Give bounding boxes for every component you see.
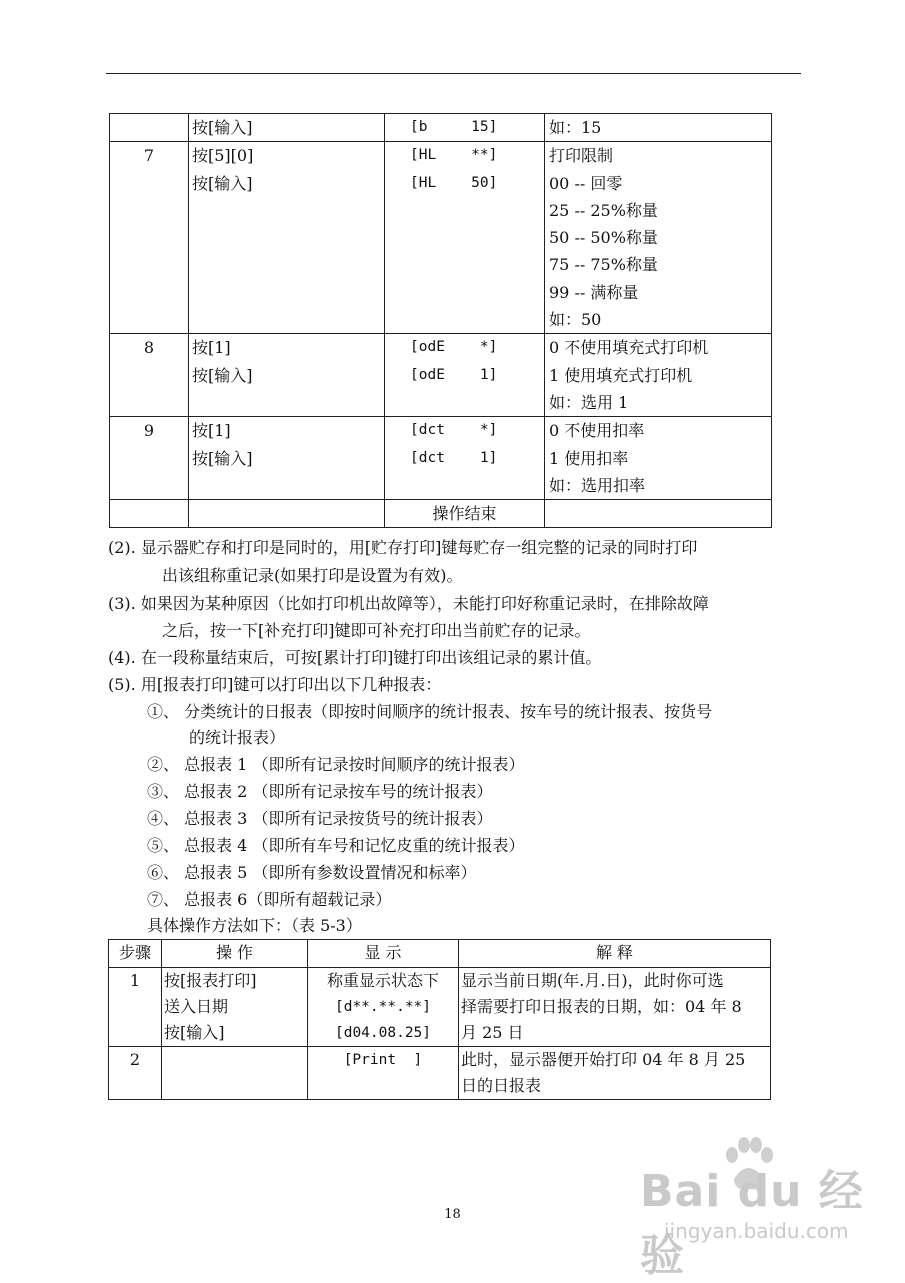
display-text: [HL 50] [410, 174, 498, 191]
list-item: ②、 总报表 1 （即所有记录按时间顺序的统计报表） [147, 755, 525, 774]
table-row [109, 968, 771, 1047]
table-row [110, 417, 772, 500]
display-text: [HL **] [410, 147, 498, 164]
note-text: 如：选用扣率 [549, 475, 646, 495]
step-cell: 8 [143, 338, 155, 358]
step-cell [110, 500, 188, 527]
note-text: 如：50 [549, 310, 602, 330]
list-item: ①、 分类统计的日报表（即按时间顺序的统计报表、按车号的统计报表、按货号 [147, 702, 713, 721]
note-text: 如：选用 1 [549, 392, 629, 412]
operation-text: 按[输入] [192, 118, 253, 137]
note-text: 50 -- 50%称量 [549, 228, 658, 248]
note-text: 打印限制 [549, 146, 614, 166]
display-text: [odE 1] [410, 366, 498, 383]
watermark-url: jingyan.baidu.com [664, 1219, 849, 1243]
note-text: 择需要打印日报表的日期，如：04 年 8 [461, 997, 742, 1016]
header-operation: 操 作 [162, 940, 308, 968]
list-item: ④、 总报表 3 （即所有记录按货号的统计报表） [147, 809, 493, 828]
note-text [549, 500, 771, 527]
display-text: 称重显示状态下 [326, 971, 439, 990]
note-text: 00 -- 回零 [549, 173, 623, 193]
paragraph-5: (5). 用[报表打印]键可以打印出以下几种报表： [108, 675, 442, 694]
note-text: 如：15 [549, 118, 602, 137]
note-text: 显示当前日期(年.月.日)，此时你可选 [461, 971, 724, 990]
step-cell: 9 [143, 421, 155, 441]
note-text: 25 -- 25%称量 [549, 200, 658, 220]
display-text: [Print ] [343, 1052, 423, 1068]
operation-text: 按[5][0] [192, 146, 254, 166]
table-intro: 具体操作方法如下：（表 5-3） [147, 916, 362, 935]
list-item: ③、 总报表 2 （即所有记录按车号的统计报表） [147, 782, 493, 801]
page-number: 18 [444, 1207, 461, 1222]
operation-text [192, 500, 384, 527]
header-explanation: 解 释 [459, 940, 771, 968]
display-text: [d**.**.**] [334, 999, 432, 1015]
list-item: ⑤、 总报表 4 （即所有车号和记忆皮重的统计报表） [147, 836, 525, 855]
watermark [640, 1135, 880, 1281]
step-cell: 1 [129, 971, 141, 990]
operation-text: 按[1] [192, 338, 231, 358]
note-text: 此时，显示器便开始打印 04 年 8 月 25 [461, 1050, 746, 1069]
display-text: [dct *] [410, 422, 498, 439]
paragraph-2-line2: 出该组称重记录(如果打印是设置为有效)。 [162, 566, 463, 585]
operation-text: 送入日期 [164, 997, 229, 1016]
list-item: ⑦、 总报表 6（即所有超载记录） [147, 890, 392, 909]
list-item-continued: 的统计报表） [189, 728, 286, 747]
paragraph-4: (4). 在一段称量结束后，可按[累计打印]键打印出该组记录的累计值。 [108, 648, 602, 667]
display-text: [dct 1] [410, 449, 498, 466]
settings-table [109, 113, 772, 528]
table-row [110, 500, 772, 528]
paragraph-3-line2: 之后，按一下[补充打印]键即可补充打印出当前贮存的记录。 [162, 621, 591, 640]
paragraph-2-line1: (2). 显示器贮存和打印是同时的，用[贮存打印]键每贮存一组完整的记录的同时打印 [108, 538, 698, 557]
operation-text: 按[输入] [192, 448, 253, 468]
header-display: 显 示 [308, 940, 459, 968]
table-row [110, 142, 772, 334]
end-of-operation: 操作结束 [432, 504, 497, 524]
operation-text: 按[输入] [192, 173, 253, 193]
display-text: [d04.08.25] [334, 1025, 432, 1041]
table-row [109, 1047, 771, 1100]
header-rule [106, 73, 801, 74]
operation-text: 按[报表打印] [164, 971, 257, 990]
step-cell: 2 [129, 1050, 141, 1069]
note-text: 0 不使用扣率 [549, 421, 645, 441]
note-text: 1 使用填充式打印机 [549, 365, 693, 385]
note-text: 0 不使用填充式打印机 [549, 338, 709, 358]
display-text: [b 15] [410, 119, 498, 135]
display-text: [odE *] [410, 339, 498, 356]
note-text: 月 25 日 [461, 1023, 524, 1042]
note-text: 1 使用扣率 [549, 448, 629, 468]
note-text: 75 -- 75%称量 [549, 255, 658, 275]
step-cell [110, 114, 188, 141]
operation-text: 按[输入] [192, 365, 253, 385]
report-print-table [108, 939, 771, 1100]
paragraph-3-line1: (3). 如果因为某种原因（比如打印机出故障等），未能打印好称重记录时，在排除故障 [108, 594, 709, 613]
table-row [110, 334, 772, 417]
watermark-brand: Bai du 经验 [640, 1166, 864, 1281]
table-header-row [109, 940, 771, 968]
note-text: 日的日报表 [461, 1076, 542, 1095]
table-row [110, 114, 772, 142]
operation-text: 按[1] [192, 421, 231, 441]
note-text: 99 -- 满称量 [549, 282, 639, 302]
header-step: 步骤 [109, 940, 162, 968]
list-item: ⑥、 总报表 5 （即所有参数设置情况和标率） [147, 863, 477, 882]
step-cell: 7 [143, 146, 155, 166]
operation-text: 按[输入] [164, 1023, 225, 1042]
